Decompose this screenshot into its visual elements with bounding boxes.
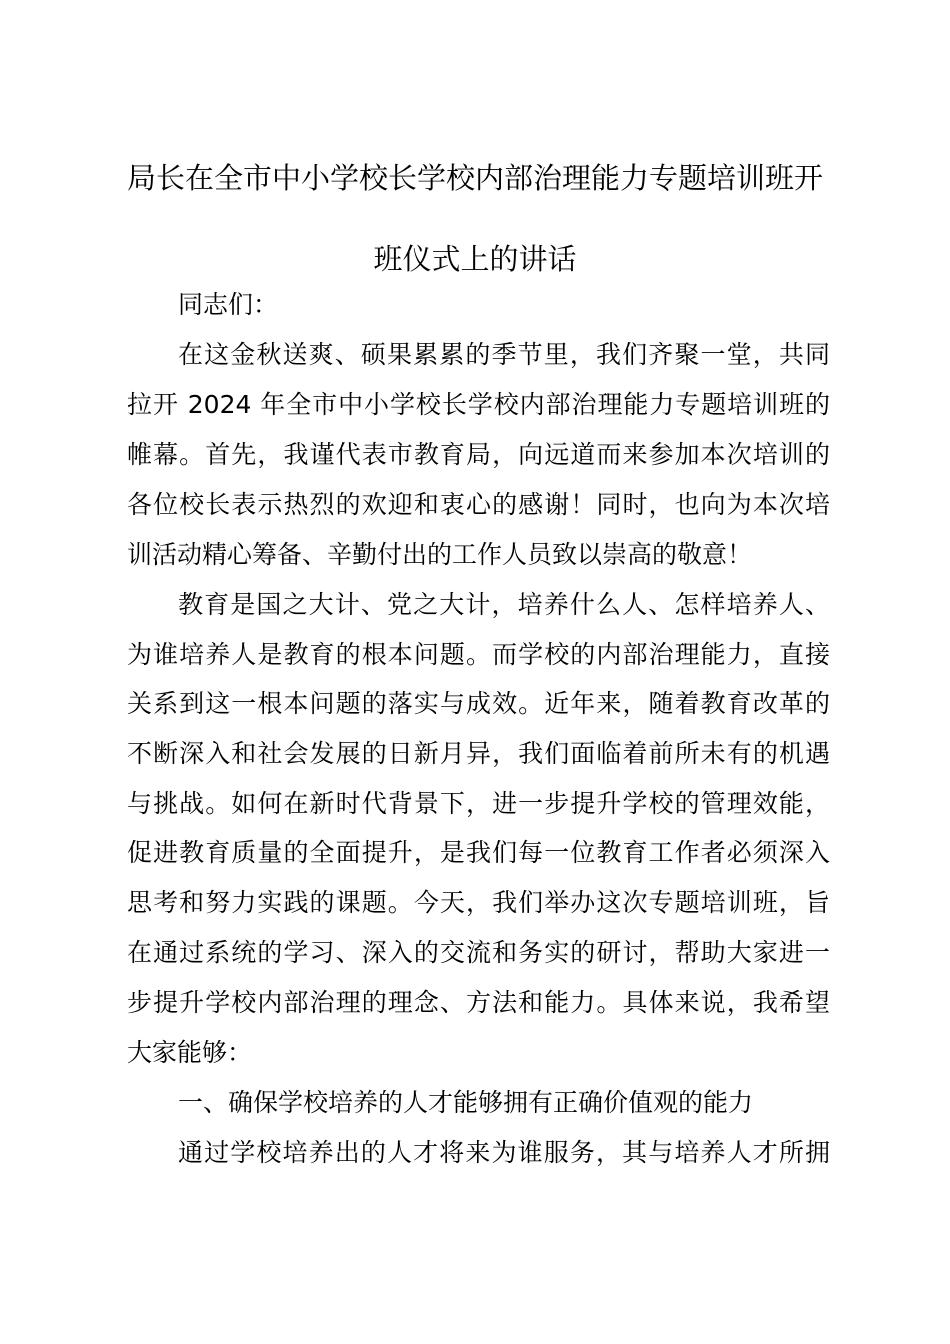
paragraph-2-line: 步提升学校内部治理的理念、方法和能力。具体来说，我希望 <box>127 988 830 1017</box>
section-heading-1: 一、确保学校培养的人才能够拥有正确价值观的能力 <box>178 1088 754 1117</box>
paragraph-2-line: 大家能够： <box>127 1038 253 1067</box>
document-title-line-2: 班仪式上的讲话 <box>373 242 577 276</box>
paragraph-1-line: 拉开 2024 年全市中小学校长学校内部治理能力专题培训班的 <box>127 390 830 419</box>
salutation: 同志们： <box>178 290 279 319</box>
paragraph-2-line: 不断深入和社会发展的日新月异，我们面临着前所未有的机遇 <box>127 739 830 768</box>
paragraph-2-line: 与挑战。如何在新时代背景下，进一步提升学校的管理效能， <box>127 789 830 818</box>
paragraph-2-line: 为谁培养人是教育的根本问题。而学校的内部治理能力，直接 <box>127 640 830 669</box>
paragraph-1-line: 训活动精心筹备、辛勤付出的工作人员致以崇高的敬意！ <box>127 540 753 569</box>
paragraph-1-line: 各位校长表示热烈的欢迎和衷心的感谢！同时，也向为本次培 <box>127 490 830 519</box>
paragraph-2-line: 在通过系统的学习、深入的交流和务实的研讨，帮助大家进一 <box>127 938 830 967</box>
paragraph-1-line: 帷幕。首先，我谨代表市教育局，向远道而来参加本次培训的 <box>127 440 830 469</box>
paragraph-2-line: 思考和努力实践的课题。今天，我们举办这次专题培训班，旨 <box>127 888 830 917</box>
paragraph-1-line: 在这金秋送爽、硕果累累的季节里，我们齐聚一堂，共同 <box>178 340 830 369</box>
paragraph-2-line: 关系到这一根本问题的落实与成效。近年来，随着教育改革的 <box>127 689 830 718</box>
paragraph-3-line: 通过学校培养出的人才将来为谁服务，其与培养人才所拥 <box>178 1138 830 1167</box>
paragraph-2-line: 促进教育质量的全面提升，是我们每一位教育工作者必须深入 <box>127 838 830 867</box>
paragraph-2-line: 教育是国之大计、党之大计，培养什么人、怎样培养人、 <box>178 590 830 619</box>
document-title-line-1: 局长在全市中小学校长学校内部治理能力专题培训班开 <box>126 161 823 195</box>
